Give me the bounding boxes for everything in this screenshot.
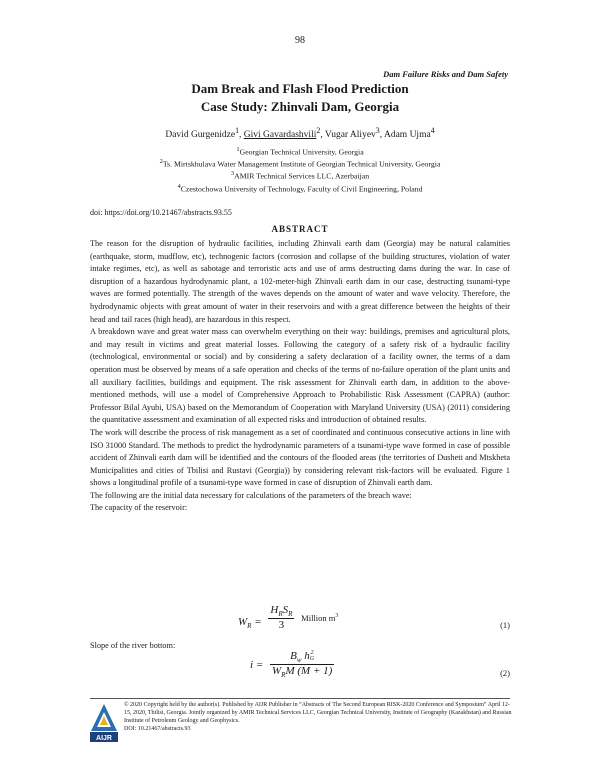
author-4: Adam Ujma <box>383 130 431 141</box>
abstract-body <box>90 238 510 515</box>
title-line-1: Dam Break and Flash Flood Prediction <box>191 81 409 96</box>
eq2-den-w-sub: R <box>281 671 286 680</box>
author-3-affil: 3 <box>375 126 380 135</box>
paragraph-5: The capacity of the reservoir: <box>90 503 188 513</box>
title-line-2: Case Study: Zhinvali Dam, Georgia <box>200 99 400 114</box>
author-3: Vugar Aliyev <box>324 130 376 141</box>
eq2-num-h-sub: G <box>309 656 315 663</box>
author-2-link[interactable]: Givi Gavardashvili <box>243 130 317 141</box>
affiliation-1-text: Georgian Technical University, Georgia <box>239 147 364 157</box>
affiliation-4-sup: 4 <box>177 183 181 190</box>
footer-divider <box>90 698 510 699</box>
affiliation-3-text: AMIR Technical Services LLC, Azerbaijan <box>234 171 370 181</box>
author-4-affil: 4 <box>430 126 435 135</box>
equation-2 <box>90 648 510 688</box>
eq1-num-h: H <box>270 604 279 616</box>
eq1-unit-sup: 3 <box>335 612 339 619</box>
footer-notice <box>124 701 512 733</box>
affiliation-3 <box>0 170 600 181</box>
slope-label: Slope of the river bottom: <box>90 641 176 650</box>
doi-link[interactable]: doi: https://doi.org/10.21467/abstracts.93.55 <box>90 208 232 217</box>
footer-copyright-prefix: © 2020 <box>124 702 143 708</box>
equation-1 <box>90 600 510 640</box>
affiliation-2-sup: 2 <box>159 158 163 165</box>
author-1-affil: 1 <box>235 126 240 135</box>
paragraph-1: The reason for the disruption of hydraulic facilities, including Zhinvali earth dam (Georgia) may be natural calamities (earthquake, storm, mudflow, etc), technogenic factors (corrosion and collapse of the building structures, violation of water intake regimes, etc), as well as sabotage and terroristic acts and use of arms destructing dams during the war. In case of disruption of a hazardous hydrodynamic plant, a 102-meter-high Zhinvali earth dam in our case, destructing tsunami-type waves are formed potentially. The strength of the waves depends on the amount of water and wave velocity. Therefore, the hydrodynamic objects with great amount of water in their reservoirs and with a great difference between the heights of their head and tail races (high head), are hazardous in this respect. <box>90 239 510 324</box>
page-number: 98 <box>295 35 305 46</box>
paragraph-4: The following are the initial data necessary for calculations of the parameters of the breach wave: <box>90 490 412 500</box>
eq2-num-h: h <box>304 650 310 662</box>
author-2-affil: 2 <box>316 126 321 135</box>
section-label: Dam Failure Risks and Dam Safety <box>383 69 508 79</box>
logo-text: AIJR <box>96 735 112 742</box>
eq2-den-w: W <box>272 665 282 678</box>
eq2-number: (2) <box>500 668 510 678</box>
eq1-number: (1) <box>500 620 510 630</box>
eq1-num-s-sub: R <box>288 610 293 619</box>
eq2-num-b: B <box>290 650 297 662</box>
author-list: David Gurgenidze$^1$, Givi Gavardashvili$^2$, Vugar Aliyev$^3$, Adam Ujma$^4$ <box>165 126 435 141</box>
eq2-lhs: i <box>250 658 254 671</box>
affiliation-4 <box>0 183 600 194</box>
eq2-num-h-sup: 2 <box>310 650 314 657</box>
footer-text: held by the author(s). Published by AIJR Publisher in “Abstracts of The Second European RISK-2020 Conference and Symposium” April 12-15, 2020, Tbilisi, Georgia. Jointly organized by AMIR Technical Services LLC, Georgian Technical University, Institute of Geography (Kazakhstan) and Russian Institute of Petroleum Geology and Geophysics. <box>124 702 512 724</box>
copyright-link[interactable]: Copyright <box>143 702 168 708</box>
affiliation-4-text: Czestochowa University of Technology, Faculty of Civil Engineering, Poland <box>180 184 423 194</box>
eq1-num-h-sub: R <box>278 610 283 619</box>
affiliation-2-text: Ts. Mirtskhulava Water Management Institute of Georgian Technical University, Georgia <box>162 159 441 169</box>
eq1-lhs: W <box>238 615 248 628</box>
affiliation-1 <box>0 146 600 157</box>
eq2-num-b-sub: w <box>296 656 302 665</box>
eq2-den-rest: M (M + 1) <box>285 665 333 678</box>
paper-title <box>0 80 600 116</box>
aijr-logo <box>90 703 118 743</box>
affiliation-3-sup: 3 <box>230 170 235 177</box>
eq2-formula: i = $B_w$ h 2 G $W_RM$ (M + 1) <box>250 650 333 680</box>
author-1: David Gurgenidze <box>165 130 236 141</box>
affiliation-2 <box>0 158 600 169</box>
paragraph-3: The work will describe the process of risk management as a set of coordinated and continuous consecutive actions in line with ISO 31000 Standard. The methods to predict the hydrodynamic parameters of a tsunami-type wave formed in case of possible accident of Zhinvali earth dam will be identified and the contours of the flooded areas (the territories of Dusheti and Mtskheta Municipalities and cities of Tbilisi and Rustavi (Georgia)) by considering relevant risk-factors will be evaluated. Figure 1 shows a longitudinal profile of a tsunami-type wave formed in case of disruption of Zhinvali earth dam. <box>90 427 510 488</box>
footer-doi: DOI: 10.21467/abstracts.93 <box>124 726 191 732</box>
affiliation-1-sup: 1 <box>236 146 240 153</box>
paragraph-2: A breakdown wave and great water mass can overwhelm everything on their way: buildings, premises and agricultural plots, and may result in victims and great material losses. Following the category of a safety risk of a hydraulic facility (technological, environmental or social) and by considering a safety declaration of a facility owner, the terms of a dam operation must be observed by means of a safe operation and checks of the terms of no-failure operation of the plant units and all auxiliary facilities, buildings and equipment. The risk assessment for Zhinvali earth dam, in addition to the above-mentioned methods, will use a model of Comprehensive Approach to Probabilistic Risk Assessment (CAPRA) (author: Professor Bilal Ayubi, USA) based on the Memorandum of Cooperation with Maryland University (USA) (2011) considering the quantitative assessment and examination of all expected risks and introduction of obtained results. <box>90 327 510 425</box>
eq1-num-s: S <box>282 604 289 616</box>
eq1-unit: Million m <box>301 612 336 623</box>
eq1-formula: $W_R$ = $H_RS_R$ 3 Million $m^3$ <box>238 604 339 632</box>
abstract-heading: ABSTRACT <box>271 224 329 234</box>
eq1-den: 3 <box>278 619 285 632</box>
eq1-lhs-sub: R <box>247 621 252 630</box>
